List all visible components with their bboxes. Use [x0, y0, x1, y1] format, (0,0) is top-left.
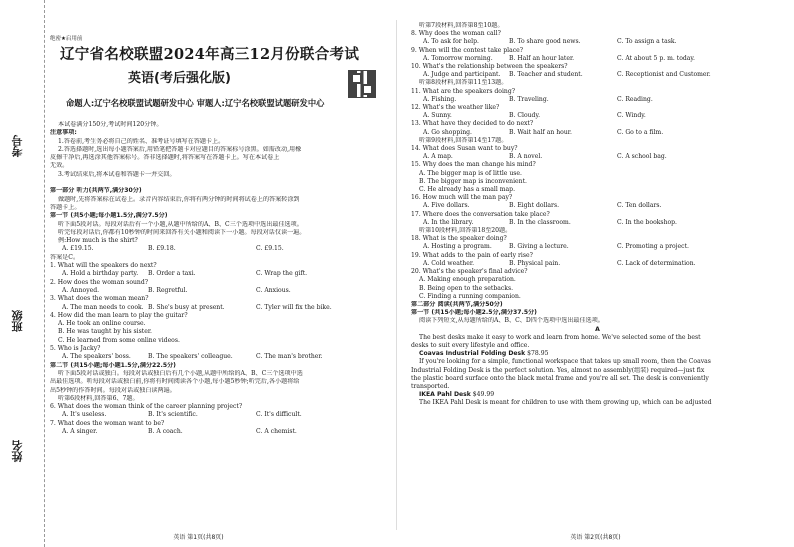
text-line: 10. What's the relationship between the speakers?	[411, 63, 568, 71]
page-2-body	[411, 22, 784, 408]
text-line: 11. What are the speakers doing?	[411, 87, 515, 95]
name-label: 姓名	[11, 440, 24, 462]
answer-option[interactable]: C. Anxious.	[256, 286, 291, 294]
text-line: If you're looking for a simple, functional workspace that takes up small room, then the Coavas	[419, 358, 711, 366]
answer-option[interactable]: A. Hold a birthday party.	[62, 270, 139, 278]
text-line: transported.	[411, 382, 450, 390]
text-line: 16. How much will the man pay?	[411, 194, 513, 202]
text-line: 4. How did the man learn to play the guitar?	[50, 311, 188, 319]
answer-option[interactable]: B. A novel.	[509, 153, 543, 161]
answer-options	[411, 153, 784, 161]
answer-option[interactable]: B. To share good news.	[509, 38, 581, 46]
product-price: $78.95	[527, 350, 549, 358]
text-line: 20. What's the speaker's final advice?	[411, 268, 528, 276]
text-line: A	[595, 325, 600, 333]
answer-option[interactable]: A. The speakers' boss.	[62, 353, 131, 361]
text-line: 听第9段材料,回答第14至17题。	[419, 136, 508, 144]
text-line: 18. What is the speaker doing?	[411, 235, 507, 243]
answer-option[interactable]: C. Go to a film.	[617, 128, 664, 136]
answer-options	[411, 260, 784, 268]
text-line: 皮擦干净后,再选涂其他答案标号。答非选择题时,将答案写在答题卡上。写在本试卷上	[50, 154, 280, 162]
answer-option[interactable]: A. Annoyed.	[62, 286, 100, 294]
text-line: A. Making enough preparation.	[419, 276, 516, 284]
text-line: 听第10段材料,回答第18至20题。	[419, 227, 512, 235]
exam-subtitle: 英语(考后强化版)	[128, 71, 231, 86]
product-heading	[411, 350, 784, 358]
text-line: 15. Why does the man change his mind?	[411, 161, 536, 169]
text-line: 2.答选择题时,选出每小题答案后,用铅笔把答题卡对应题目的答案标号涂黑。如需改动,用橡	[58, 145, 302, 153]
text-line: 第一节 (共15小题;每小题2.5分,满分37.5分)	[411, 309, 537, 317]
text-line: 3.考试结束后,将本试卷和答题卡一并交回。	[58, 170, 176, 178]
class-label: 班级	[11, 310, 24, 332]
product-heading	[411, 391, 784, 399]
answer-options	[411, 38, 784, 46]
page-2	[397, 0, 794, 547]
text-line: 第一节 (共5小题;每小题1.5分,满分7.5分)	[50, 212, 168, 220]
answer-option[interactable]: A. A map.	[423, 153, 453, 161]
answer-options	[50, 270, 387, 278]
answer-option[interactable]: C. Ten dollars.	[617, 202, 662, 210]
text-line: 14. What does Susan want to buy?	[411, 145, 518, 153]
answer-option[interactable]: C. Wrap the gift.	[256, 270, 308, 278]
text-line: 阅读下列短文,从每题所给的A、B、C、D四个选项中选出最佳选项。	[419, 317, 604, 325]
product-name: IKEA Pahl Desk	[419, 391, 471, 399]
answer-option[interactable]: A. A singer.	[62, 427, 98, 435]
answer-option[interactable]: B. Teacher and student.	[509, 71, 583, 79]
answer-options	[411, 202, 784, 210]
answer-option[interactable]: A. In the library.	[423, 218, 474, 226]
text-line: 8. Why does the woman call?	[411, 30, 501, 38]
answer-option[interactable]: A. Five dollars.	[423, 202, 470, 210]
text-line: C. Finding a running companion.	[419, 292, 521, 300]
answer-option[interactable]: A. Go shopping.	[423, 128, 472, 136]
answer-option[interactable]: C. The man's brother.	[256, 353, 323, 361]
text-line	[50, 179, 387, 187]
text-line: 听完每段对话后,你都有10秒钟的时间来回答有关小题和阅读下一小题。每段对话仅读一遍。	[58, 228, 306, 236]
answer-option[interactable]: C. A school bag.	[617, 153, 667, 161]
text-line: 注意事项:	[50, 129, 77, 137]
text-line: 听第6段材料,回答第6、7题。	[58, 394, 139, 402]
answer-option[interactable]: B. Cloudy.	[509, 112, 541, 120]
text-line: the plastic board surface onto the black metal frame and you're all set. The desk is conveniently	[411, 374, 709, 382]
text-line: 听第8段材料,回答第11至13题。	[419, 79, 508, 87]
answer-option[interactable]: B. Order a taxi.	[148, 270, 196, 278]
answer-option[interactable]: C. Promoting a project.	[617, 243, 689, 251]
page-2-footer: 英语 第2页(共8页)	[570, 534, 621, 541]
text-line: 听下面5段对话。每段对话后有一个小题,从题中所给的A、B、C三个选项中选出最佳选项。	[58, 220, 303, 228]
answer-options	[411, 96, 784, 104]
answer-options	[411, 112, 784, 120]
answer-options	[411, 129, 784, 137]
answer-option[interactable]: A. Cold weather.	[423, 259, 475, 267]
answer-option[interactable]: B. A coach.	[148, 427, 183, 435]
text-line: 19. What adds to the pain of early rise?	[411, 251, 533, 259]
text-line: 无效。	[50, 162, 69, 170]
text-line: Industrial Folding Desk is the perfect solution. Yes, almost no assembly(组装) required—just fix	[411, 366, 705, 374]
text-line: B. Being open to the setbacks.	[419, 284, 514, 292]
text-line: B. He was taught by his sister.	[58, 328, 152, 336]
text-line: 答案是C。	[50, 253, 80, 261]
answer-option[interactable]: C. Windy.	[617, 112, 646, 120]
answer-option[interactable]: B. Eight dollars.	[509, 202, 560, 210]
exam-title: 辽宁省名校联盟2024年高三12月份联合考试	[60, 46, 360, 63]
text-line: 出5秒钟的作答时间。每段对话或独白读两遍。	[50, 386, 176, 394]
text-line: C. He already has a small map.	[419, 186, 516, 194]
text-line: 3. What does the woman mean?	[50, 295, 149, 303]
answer-option[interactable]: B. Wait half an hour.	[509, 128, 572, 136]
answer-option[interactable]: C. £9.15.	[256, 245, 284, 253]
answer-option[interactable]: B. The speakers' colleague.	[148, 353, 233, 361]
answer-option[interactable]: A. Tomorrow morning.	[423, 54, 493, 62]
text-line: A. He took an online course.	[58, 320, 146, 328]
text-line: 听第7段材料,回答第8至10题。	[419, 22, 504, 29]
answer-option[interactable]: A. Hosting a program.	[423, 243, 492, 251]
answer-option[interactable]: C. Reading.	[617, 95, 653, 103]
text-line: 例:How much is the shirt?	[58, 237, 138, 245]
answer-option[interactable]: C. Tyler will fix the bike.	[256, 303, 332, 311]
text-line: 本试卷满分150分,考试时间120分钟。	[58, 121, 163, 128]
answer-option[interactable]: B. It's scientific.	[148, 411, 198, 419]
text-line: The IKEA Pahl Desk is meant for children to use with them growing up, which can be adjusted	[419, 399, 712, 407]
answer-option[interactable]: A. It's useless.	[62, 411, 107, 419]
product-price: $49.99	[472, 391, 495, 399]
answer-option[interactable]: A. £19.15.	[62, 245, 94, 253]
text-line: 13. What have they decided to do next?	[411, 120, 534, 128]
answer-option[interactable]: B. In the classroom.	[509, 218, 571, 226]
answer-options	[50, 411, 387, 419]
exam-number-label: 考号	[11, 135, 24, 157]
answer-option[interactable]: A. Sunny.	[423, 112, 452, 120]
text-line: 第一部分 听力(共两节,满分30分)	[50, 187, 142, 195]
answer-options	[50, 353, 387, 361]
text-line: The best desks make it easy to work and learn from home. We've selected some of the best	[419, 333, 701, 341]
answer-options	[411, 219, 784, 227]
text-line: 第二节 (共15小题;每小题1.5分,满分22.5分)	[50, 361, 176, 369]
authors-line: 命题人:辽宁名校联盟试题研发中心 审题人:辽宁名校联盟试题研发中心	[66, 98, 325, 108]
answer-options	[411, 55, 784, 63]
answer-option[interactable]: C. In the bookshop.	[617, 218, 677, 226]
answer-option[interactable]: C. To assign a task.	[617, 38, 677, 46]
confidential-mark: 绝密★启用前	[50, 36, 83, 42]
answer-option[interactable]: B. Traveling.	[509, 95, 549, 103]
answer-options	[50, 287, 387, 295]
text-line: 答题卡上。	[50, 203, 81, 211]
text-line: 2. How does the woman sound?	[50, 278, 149, 286]
answer-option[interactable]: B. She's busy at present.	[148, 303, 225, 311]
answer-options	[50, 304, 387, 312]
answer-option[interactable]: A. Judge and participant.	[423, 71, 501, 79]
text-line: 1. What will the speakers do next?	[50, 262, 157, 270]
text-line: 第二部分 阅读(共两节,满分50分)	[411, 300, 503, 308]
answer-option[interactable]: B. £9.18.	[148, 245, 176, 253]
text-line: desks to suit every lifestyle and office.	[411, 341, 530, 349]
text-line: 9. When will the contest take place?	[411, 46, 523, 54]
binding-margin	[0, 0, 45, 547]
answer-option[interactable]: C. It's difficult.	[256, 411, 302, 419]
qr-code-icon	[348, 70, 376, 98]
page-1-body	[50, 121, 387, 436]
text-line: 6. What does the woman think of the career planning project?	[50, 403, 243, 411]
answer-option[interactable]: C. At about 5 p. m. today.	[617, 54, 695, 62]
answer-option[interactable]: A. The man needs to cook.	[62, 303, 144, 311]
text-line: A. The bigger map is of little use.	[419, 169, 522, 177]
answer-option[interactable]: A. To ask for help.	[423, 38, 479, 46]
answer-option[interactable]: B. Giving a lecture.	[509, 243, 569, 251]
text-line: 做题时,先将答案标在试卷上。录音内容结束后,你将有两分钟的时间将试卷上的答案转涂到	[58, 195, 300, 203]
text-line: 听下面5段对话或独白。每段对话或独白后有几个小题,从题中所给的A、B、C三个选项中选	[58, 369, 303, 377]
answer-option[interactable]: C. A chemist.	[256, 427, 297, 435]
answer-option[interactable]: B. Physical pain.	[509, 259, 561, 267]
answer-options	[411, 71, 784, 79]
text-line: 出最佳选项。听每段对话或独白前,你将有时间阅读各个小题,每小题5秒钟;听完后,各小题将给	[50, 378, 300, 386]
answer-option[interactable]: C. Lack of determination.	[617, 259, 696, 267]
answer-option[interactable]: B. Half an hour later.	[509, 54, 575, 62]
answer-options	[50, 428, 387, 436]
text-line: 17. Where does the conversation take place?	[411, 210, 550, 218]
answer-options	[50, 245, 387, 253]
text-line: 7. What does the woman want to be?	[50, 419, 165, 427]
answer-options	[411, 243, 784, 251]
answer-option[interactable]: A. Fishing.	[423, 95, 457, 103]
text-line: C. He learned from some online videos.	[58, 336, 180, 344]
text-line: 5. Who is Jacky?	[50, 345, 101, 353]
product-name: Coavas Industrial Folding Desk	[419, 350, 526, 358]
text-line: 1.答卷前,考生务必将自己的姓名、准考证号填写在答题卡上。	[58, 137, 225, 145]
answer-option[interactable]: B. Regretful.	[148, 286, 188, 294]
text-line: B. The bigger map is inconvenient.	[419, 177, 527, 185]
text-line: 12. What's the weather like?	[411, 104, 500, 112]
answer-option[interactable]: C. Receptionist and Customer.	[617, 71, 711, 79]
page-1-footer: 英语 第1页(共8页)	[173, 534, 224, 541]
